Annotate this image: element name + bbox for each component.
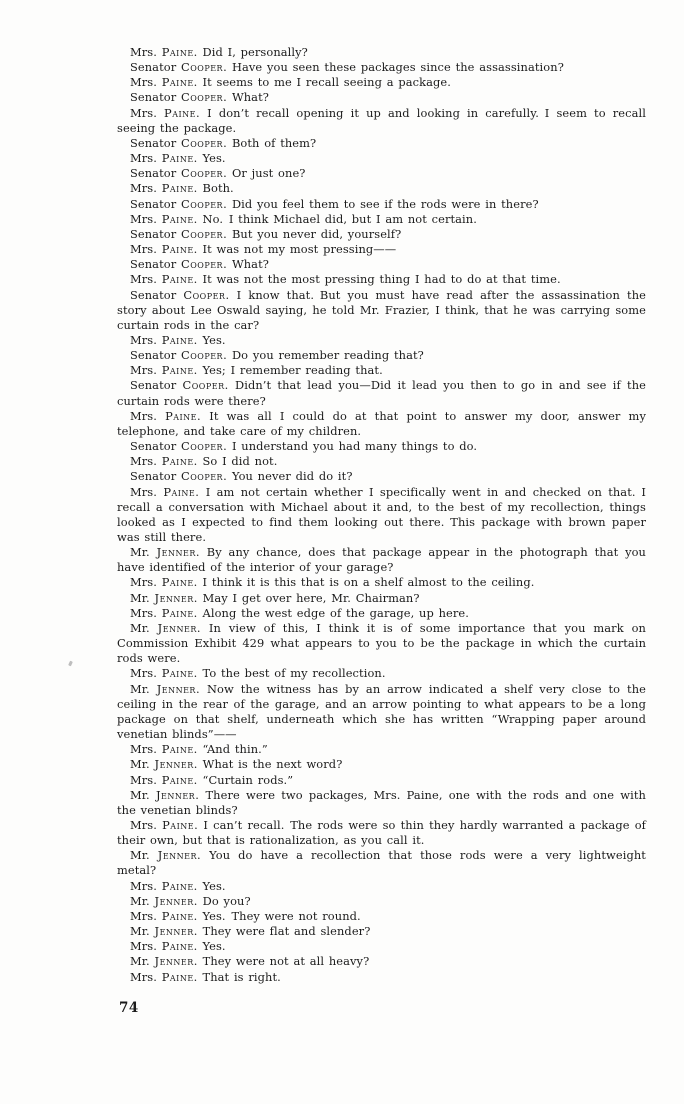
- speaker-name: Paine.: [161, 332, 198, 347]
- transcript-turn: [117, 242, 646, 257]
- speaker-prefix: Mr.: [130, 924, 150, 939]
- speaker-prefix: Mrs.: [130, 211, 157, 226]
- transcript-turn: [117, 166, 646, 181]
- speaker-name: Cooper.: [181, 257, 228, 272]
- turn-text: It seems to me I recall seeing a package.: [202, 75, 451, 90]
- speaker-name: Cooper.: [182, 378, 229, 393]
- turn-text: Along the west edge of the garage, up here.: [202, 605, 469, 620]
- transcript-turn: [117, 894, 646, 909]
- turn-text: To the best of my recollection.: [202, 666, 386, 681]
- turn-text: Do you remember reading that?: [231, 348, 424, 363]
- speaker-prefix: Mrs.: [130, 272, 157, 287]
- turn-text: Did you feel them to see if the rods were in there?: [231, 196, 539, 211]
- speaker-name: Paine.: [165, 408, 202, 423]
- transcript-turn: [117, 136, 646, 151]
- turn-text: What is the next word?: [202, 757, 343, 772]
- turn-text: Yes.: [202, 878, 226, 893]
- transcript-turn: [117, 348, 646, 363]
- transcript: [117, 45, 646, 985]
- speaker-name: Paine.: [161, 272, 198, 287]
- turn-text: But you never did, yourself?: [231, 226, 402, 241]
- speaker-name: Paine.: [161, 575, 198, 590]
- transcript-turn: [117, 227, 646, 242]
- turn-text: I understand you had many things to do.: [231, 439, 478, 454]
- turn-text: Have you seen these packages since the assassination?: [231, 60, 564, 75]
- speaker-prefix: Senator: [130, 287, 177, 302]
- turn-text: You do have a recollection that those rods were a very lightweight metal?: [117, 848, 646, 878]
- turn-text: Yes. They were not round.: [202, 908, 361, 923]
- speaker-prefix: Mr.: [130, 545, 150, 560]
- transcript-turn: [117, 848, 646, 878]
- transcript-turn: [117, 363, 646, 378]
- speaker-prefix: Mrs.: [130, 484, 157, 499]
- turn-text: They were not at all heavy?: [202, 954, 370, 969]
- turn-text: Or just one?: [231, 166, 306, 181]
- turn-text: What?: [231, 90, 269, 105]
- transcript-turn: [117, 212, 646, 227]
- speaker-name: Jenner.: [156, 681, 201, 696]
- speaker-prefix: Mrs.: [130, 454, 157, 469]
- speaker-prefix: Mr.: [130, 620, 150, 635]
- speaker-name: Paine.: [161, 151, 198, 166]
- transcript-turn: [117, 45, 646, 60]
- speaker-name: Paine.: [161, 878, 198, 893]
- speaker-prefix: Mrs.: [130, 575, 157, 590]
- speaker-prefix: Mrs.: [130, 363, 157, 378]
- speaker-prefix: Mrs.: [130, 908, 157, 923]
- speaker-prefix: Mr.: [130, 954, 150, 969]
- speaker-prefix: Senator: [130, 90, 177, 105]
- speaker-prefix: Mrs.: [130, 105, 157, 120]
- speaker-prefix: Mrs.: [130, 181, 157, 196]
- transcript-turn: [117, 106, 646, 136]
- speaker-name: Cooper.: [181, 60, 228, 75]
- transcript-turn: [117, 742, 646, 757]
- transcript-turn: [117, 939, 646, 954]
- transcript-turn: [117, 621, 646, 666]
- speaker-name: Paine.: [161, 181, 198, 196]
- transcript-turn: [117, 378, 646, 408]
- speaker-name: Cooper.: [183, 287, 230, 302]
- turn-text: No. I think Michael did, but I am not certain.: [202, 211, 477, 226]
- transcript-turn: [117, 773, 646, 788]
- speaker-prefix: Mrs.: [130, 939, 157, 954]
- turn-text: It was not my most pressing——: [202, 242, 397, 257]
- speaker-name: Cooper.: [181, 166, 228, 181]
- speaker-name: Cooper.: [181, 135, 228, 150]
- turn-text: You never did do it?: [231, 469, 353, 484]
- speaker-prefix: Mrs.: [130, 408, 157, 423]
- transcript-turn: [117, 818, 646, 848]
- transcript-turn: [117, 545, 646, 575]
- speaker-name: Paine.: [161, 75, 198, 90]
- speaker-name: Jenner.: [154, 924, 198, 939]
- speaker-name: Cooper.: [181, 90, 228, 105]
- turn-text: Both of them?: [231, 135, 317, 150]
- speaker-prefix: Senator: [130, 348, 177, 363]
- speaker-prefix: Mr.: [130, 893, 150, 908]
- transcript-turn: [117, 469, 646, 484]
- speaker-name: Paine.: [161, 605, 198, 620]
- transcript-turn: [117, 666, 646, 681]
- speaker-name: Paine.: [161, 939, 198, 954]
- speaker-prefix: Mrs.: [130, 817, 157, 832]
- turn-text: It was all I could do at that point to answer my door, answer my telephone, and take care of my children.: [117, 408, 646, 438]
- speaker-name: Paine.: [161, 363, 198, 378]
- transcript-turn: [117, 439, 646, 454]
- speaker-prefix: Senator: [130, 257, 177, 272]
- transcript-turn: [117, 924, 646, 939]
- transcript-turn: [117, 75, 646, 90]
- turn-text: Yes.: [202, 151, 226, 166]
- turn-text: “And thin.”: [202, 742, 268, 757]
- speaker-name: Paine.: [161, 742, 198, 757]
- speaker-name: Cooper.: [181, 196, 228, 211]
- speaker-prefix: Senator: [130, 226, 177, 241]
- speaker-name: Paine.: [162, 817, 199, 832]
- transcript-turn: [117, 606, 646, 621]
- speaker-prefix: Mrs.: [130, 969, 157, 984]
- speaker-name: Cooper.: [181, 226, 228, 241]
- speaker-prefix: Senator: [130, 166, 177, 181]
- speaker-prefix: Mrs.: [130, 666, 157, 681]
- transcript-turn: [117, 485, 646, 546]
- speaker-name: Jenner.: [154, 590, 198, 605]
- speaker-name: Jenner.: [157, 848, 202, 863]
- scan-artifact: [68, 661, 73, 667]
- speaker-prefix: Mr.: [130, 681, 150, 696]
- speaker-name: Paine.: [161, 211, 198, 226]
- turn-text: It was not the most pressing thing I had to do at that time.: [202, 272, 561, 287]
- speaker-prefix: Mr.: [130, 787, 150, 802]
- turn-text: I am not certain whether I specifically went in and checked on that. I recall a conversation with Michael about it and, to the best of my recollection, things looked as I expected to find them looking out there. This package with brown paper was still there.: [117, 484, 646, 544]
- transcript-turn: [117, 454, 646, 469]
- speaker-prefix: Senator: [130, 135, 177, 150]
- speaker-prefix: Mrs.: [130, 332, 157, 347]
- speaker-name: Paine.: [164, 105, 201, 120]
- page-number: 74: [119, 1000, 139, 1016]
- transcript-turn: [117, 682, 646, 743]
- speaker-name: Jenner.: [157, 620, 202, 635]
- transcript-turn: [117, 970, 646, 985]
- turn-text: There were two packages, Mrs. Paine, one with the rods and one with the venetian blinds?: [117, 787, 646, 817]
- speaker-prefix: Senator: [130, 439, 177, 454]
- speaker-name: Cooper.: [181, 469, 228, 484]
- speaker-prefix: Mrs.: [130, 45, 157, 59]
- turn-text: I think it is this that is on a shelf almost to the ceiling.: [202, 575, 535, 590]
- speaker-prefix: Mrs.: [130, 151, 157, 166]
- turn-text: Did I, personally?: [202, 45, 308, 59]
- transcript-turn: [117, 333, 646, 348]
- speaker-name: Paine.: [161, 666, 198, 681]
- turn-text: Yes.: [202, 332, 226, 347]
- speaker-prefix: Mr.: [130, 590, 150, 605]
- turn-text: I know that. But you must have read after the assassination the story about Lee Oswald saying, he told Mr. Frazier, I think, that he was carrying some curtain rods in the car?: [117, 287, 646, 332]
- speaker-prefix: Senator: [130, 469, 177, 484]
- speaker-prefix: Mrs.: [130, 742, 157, 757]
- speaker-name: Paine.: [163, 484, 200, 499]
- turn-text: Didn’t that lead you—Did it lead you then to go in and see if the curtain rods were there?: [117, 378, 646, 408]
- turn-text: I can’t recall. The rods were so thin they hardly warranted a package of their own, but that is rationalization, as you call it.: [117, 817, 646, 848]
- transcript-turn: [117, 909, 646, 924]
- transcript-turn: [117, 181, 646, 196]
- turn-text: So I did not.: [202, 454, 278, 469]
- speaker-prefix: Mrs.: [130, 242, 157, 257]
- speaker-prefix: Mr.: [130, 848, 150, 863]
- turn-text: They were flat and slender?: [202, 924, 371, 939]
- speaker-name: Cooper.: [181, 348, 228, 363]
- turn-text: By any chance, does that package appear in the photograph that you have identified of the interior of your garage?: [117, 545, 646, 575]
- speaker-prefix: Mr.: [130, 757, 150, 772]
- turn-text: That is right.: [202, 969, 281, 984]
- speaker-name: Jenner.: [154, 757, 198, 772]
- speaker-name: Jenner.: [154, 954, 198, 969]
- speaker-name: Paine.: [161, 908, 198, 923]
- transcript-turn: [117, 197, 646, 212]
- speaker-name: Cooper.: [181, 439, 228, 454]
- transcript-turn: [117, 151, 646, 166]
- speaker-name: Paine.: [161, 242, 198, 257]
- speaker-name: Jenner.: [156, 545, 200, 560]
- speaker-prefix: Senator: [130, 378, 177, 393]
- transcript-turn: [117, 90, 646, 105]
- speaker-name: Paine.: [161, 772, 198, 787]
- speaker-name: Jenner.: [154, 893, 198, 908]
- speaker-prefix: Mrs.: [130, 75, 157, 90]
- speaker-prefix: Mrs.: [130, 878, 157, 893]
- turn-text: “Curtain rods.”: [202, 772, 294, 787]
- turn-text: Both.: [202, 181, 234, 196]
- speaker-name: Paine.: [161, 969, 198, 984]
- turn-text: What?: [231, 257, 269, 272]
- transcript-turn: [117, 288, 646, 333]
- transcript-turn: [117, 879, 646, 894]
- transcript-turn: [117, 954, 646, 969]
- turn-text: Do you?: [202, 893, 251, 908]
- speaker-prefix: Mrs.: [130, 605, 157, 620]
- transcript-turn: [117, 60, 646, 75]
- transcript-turn: [117, 272, 646, 287]
- turn-text: May I get over here, Mr. Chairman?: [202, 590, 420, 605]
- turn-text: Yes; I remember reading that.: [202, 363, 383, 378]
- turn-text: In view of this, I think it is of some importance that you mark on Commission Exhibit 429 what appears to you to be the package in which the curtain rods were.: [117, 620, 646, 666]
- transcript-turn: [117, 257, 646, 272]
- turn-text: I don’t recall opening it up and looking in carefully. I seem to recall seeing the package.: [117, 105, 646, 135]
- speaker-prefix: Mrs.: [130, 772, 157, 787]
- transcript-turn: [117, 591, 646, 606]
- speaker-name: Paine.: [161, 45, 198, 59]
- speaker-name: Jenner.: [155, 787, 200, 802]
- speaker-prefix: Senator: [130, 196, 177, 211]
- turn-text: Now the witness has by an arrow indicated a shelf very close to the ceiling in the rear of the garage, and an arrow pointing to what appears to be a long package on that shelf, underneath which she has written “Wrapping paper around venetian blinds”——: [117, 681, 646, 742]
- speaker-name: Paine.: [161, 454, 198, 469]
- transcript-turn: [117, 575, 646, 590]
- speaker-prefix: Senator: [130, 60, 177, 75]
- transcript-turn: [117, 757, 646, 772]
- transcript-turn: [117, 409, 646, 439]
- turn-text: Yes.: [202, 939, 226, 954]
- transcript-turn: [117, 788, 646, 818]
